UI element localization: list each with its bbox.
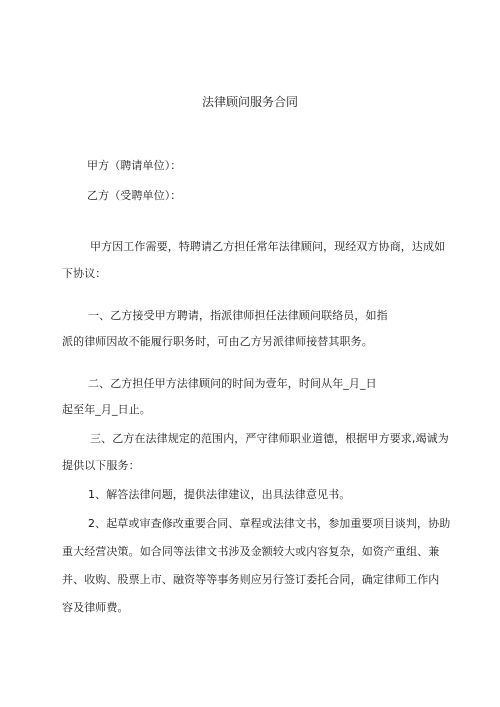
- clause3-line-1: 三、乙方在法律规定的范围内，严守律师职业道德，根据甲方要求,竭诚为: [90, 432, 449, 445]
- party-a-line: 甲方（聘请单位）：: [87, 159, 182, 172]
- intro-line-2: 下协议：: [62, 267, 107, 280]
- clause3-line-2: 提供以下服务：: [62, 459, 140, 472]
- clause2-line-2: 起至年_月_日止。: [62, 403, 151, 416]
- intro-line-1: 甲方因工作需要，特聘请乙方担任常年法律顾问，现经双方协商，达成如: [90, 240, 446, 253]
- document-title: 法律顾问服务合同: [201, 95, 298, 109]
- party-b-line: 乙方（受聘单位）：: [87, 189, 182, 202]
- service2-line-3: 并、收购、股票上市、融资等等事务则应另行签订委托合同，确定律师工作内: [62, 573, 440, 586]
- clause1-line-1: 一、乙方接受甲方聘请，指派律师担任法律顾问联络员，如指: [88, 309, 388, 322]
- service2-line-1: 2、起草或审查修改重要合同、章程或法律文书，参加重要项目谈判，协助: [88, 517, 451, 530]
- clause1-line-2: 派的律师因故不能履行职务时，可由乙方另派律师接替其职务。: [62, 335, 373, 348]
- clause2-line-1: 二、乙方担任甲方法律顾问的时间为壹年，时间从年_月_日: [88, 377, 377, 390]
- service2-line-4: 容及律师费。: [62, 601, 129, 614]
- service1-line: 1、解答法律问题，提供法律建议，出具法律意见书。: [88, 488, 351, 501]
- service2-line-2: 重大经营决策。如合同等法律文书涉及金额较大或内容复杂，如资产重组、兼: [62, 545, 440, 558]
